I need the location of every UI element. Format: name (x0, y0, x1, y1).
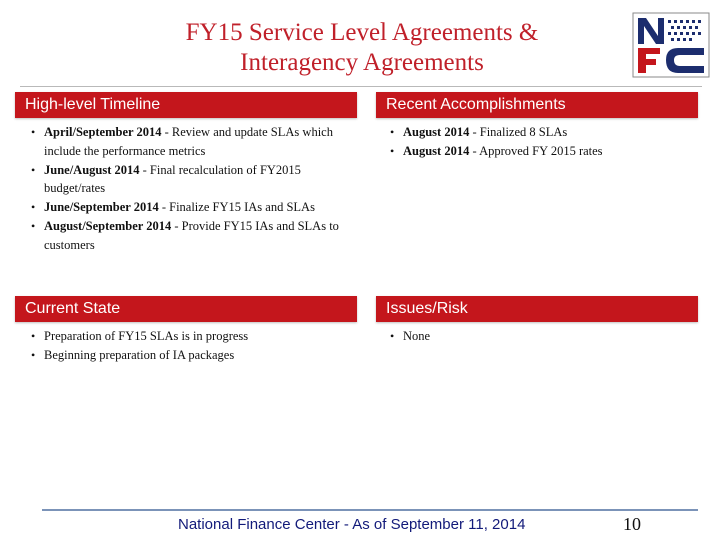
accomplishments-list (385, 123, 695, 161)
slide-title (60, 18, 664, 78)
nfc-logo (632, 12, 710, 78)
list-item: • August 2014 - Approved FY 2015 rates (385, 142, 695, 161)
slide-title-line-2: Interagency Agreements (240, 49, 484, 76)
list-item: • None (385, 327, 695, 346)
footer-text: National Finance Center - As of September 11, 2014 (178, 516, 526, 533)
current-state-list (26, 327, 344, 365)
list-item: • August/September 2014 - Provide FY15 IAs and SLAs to customers (26, 217, 344, 255)
accomplishments-header: Recent Accomplishments (376, 92, 698, 118)
list-item: • June/September 2014 - Finalize FY15 IAs and SLAs (26, 198, 344, 217)
title-divider (20, 86, 702, 87)
page-number: 10 (623, 514, 641, 534)
issues-list (385, 327, 695, 346)
list-item: • Beginning preparation of IA packages (26, 346, 344, 365)
timeline-header: High-level Timeline (15, 92, 357, 118)
issues-header: Issues/Risk (376, 296, 698, 322)
list-item: • June/August 2014 - Final recalculation of FY2015 budget/rates (26, 161, 344, 199)
current-state-header: Current State (15, 296, 357, 322)
list-item: • April/September 2014 - Review and update SLAs which include the performance metrics (26, 123, 344, 161)
slide-title-line-1: FY15 Service Level Agreements & (185, 19, 539, 46)
list-item: • August 2014 - Finalized 8 SLAs (385, 123, 695, 142)
timeline-list (26, 123, 344, 255)
footer-divider (42, 509, 698, 511)
list-item: • Preparation of FY15 SLAs is in progress (26, 327, 344, 346)
